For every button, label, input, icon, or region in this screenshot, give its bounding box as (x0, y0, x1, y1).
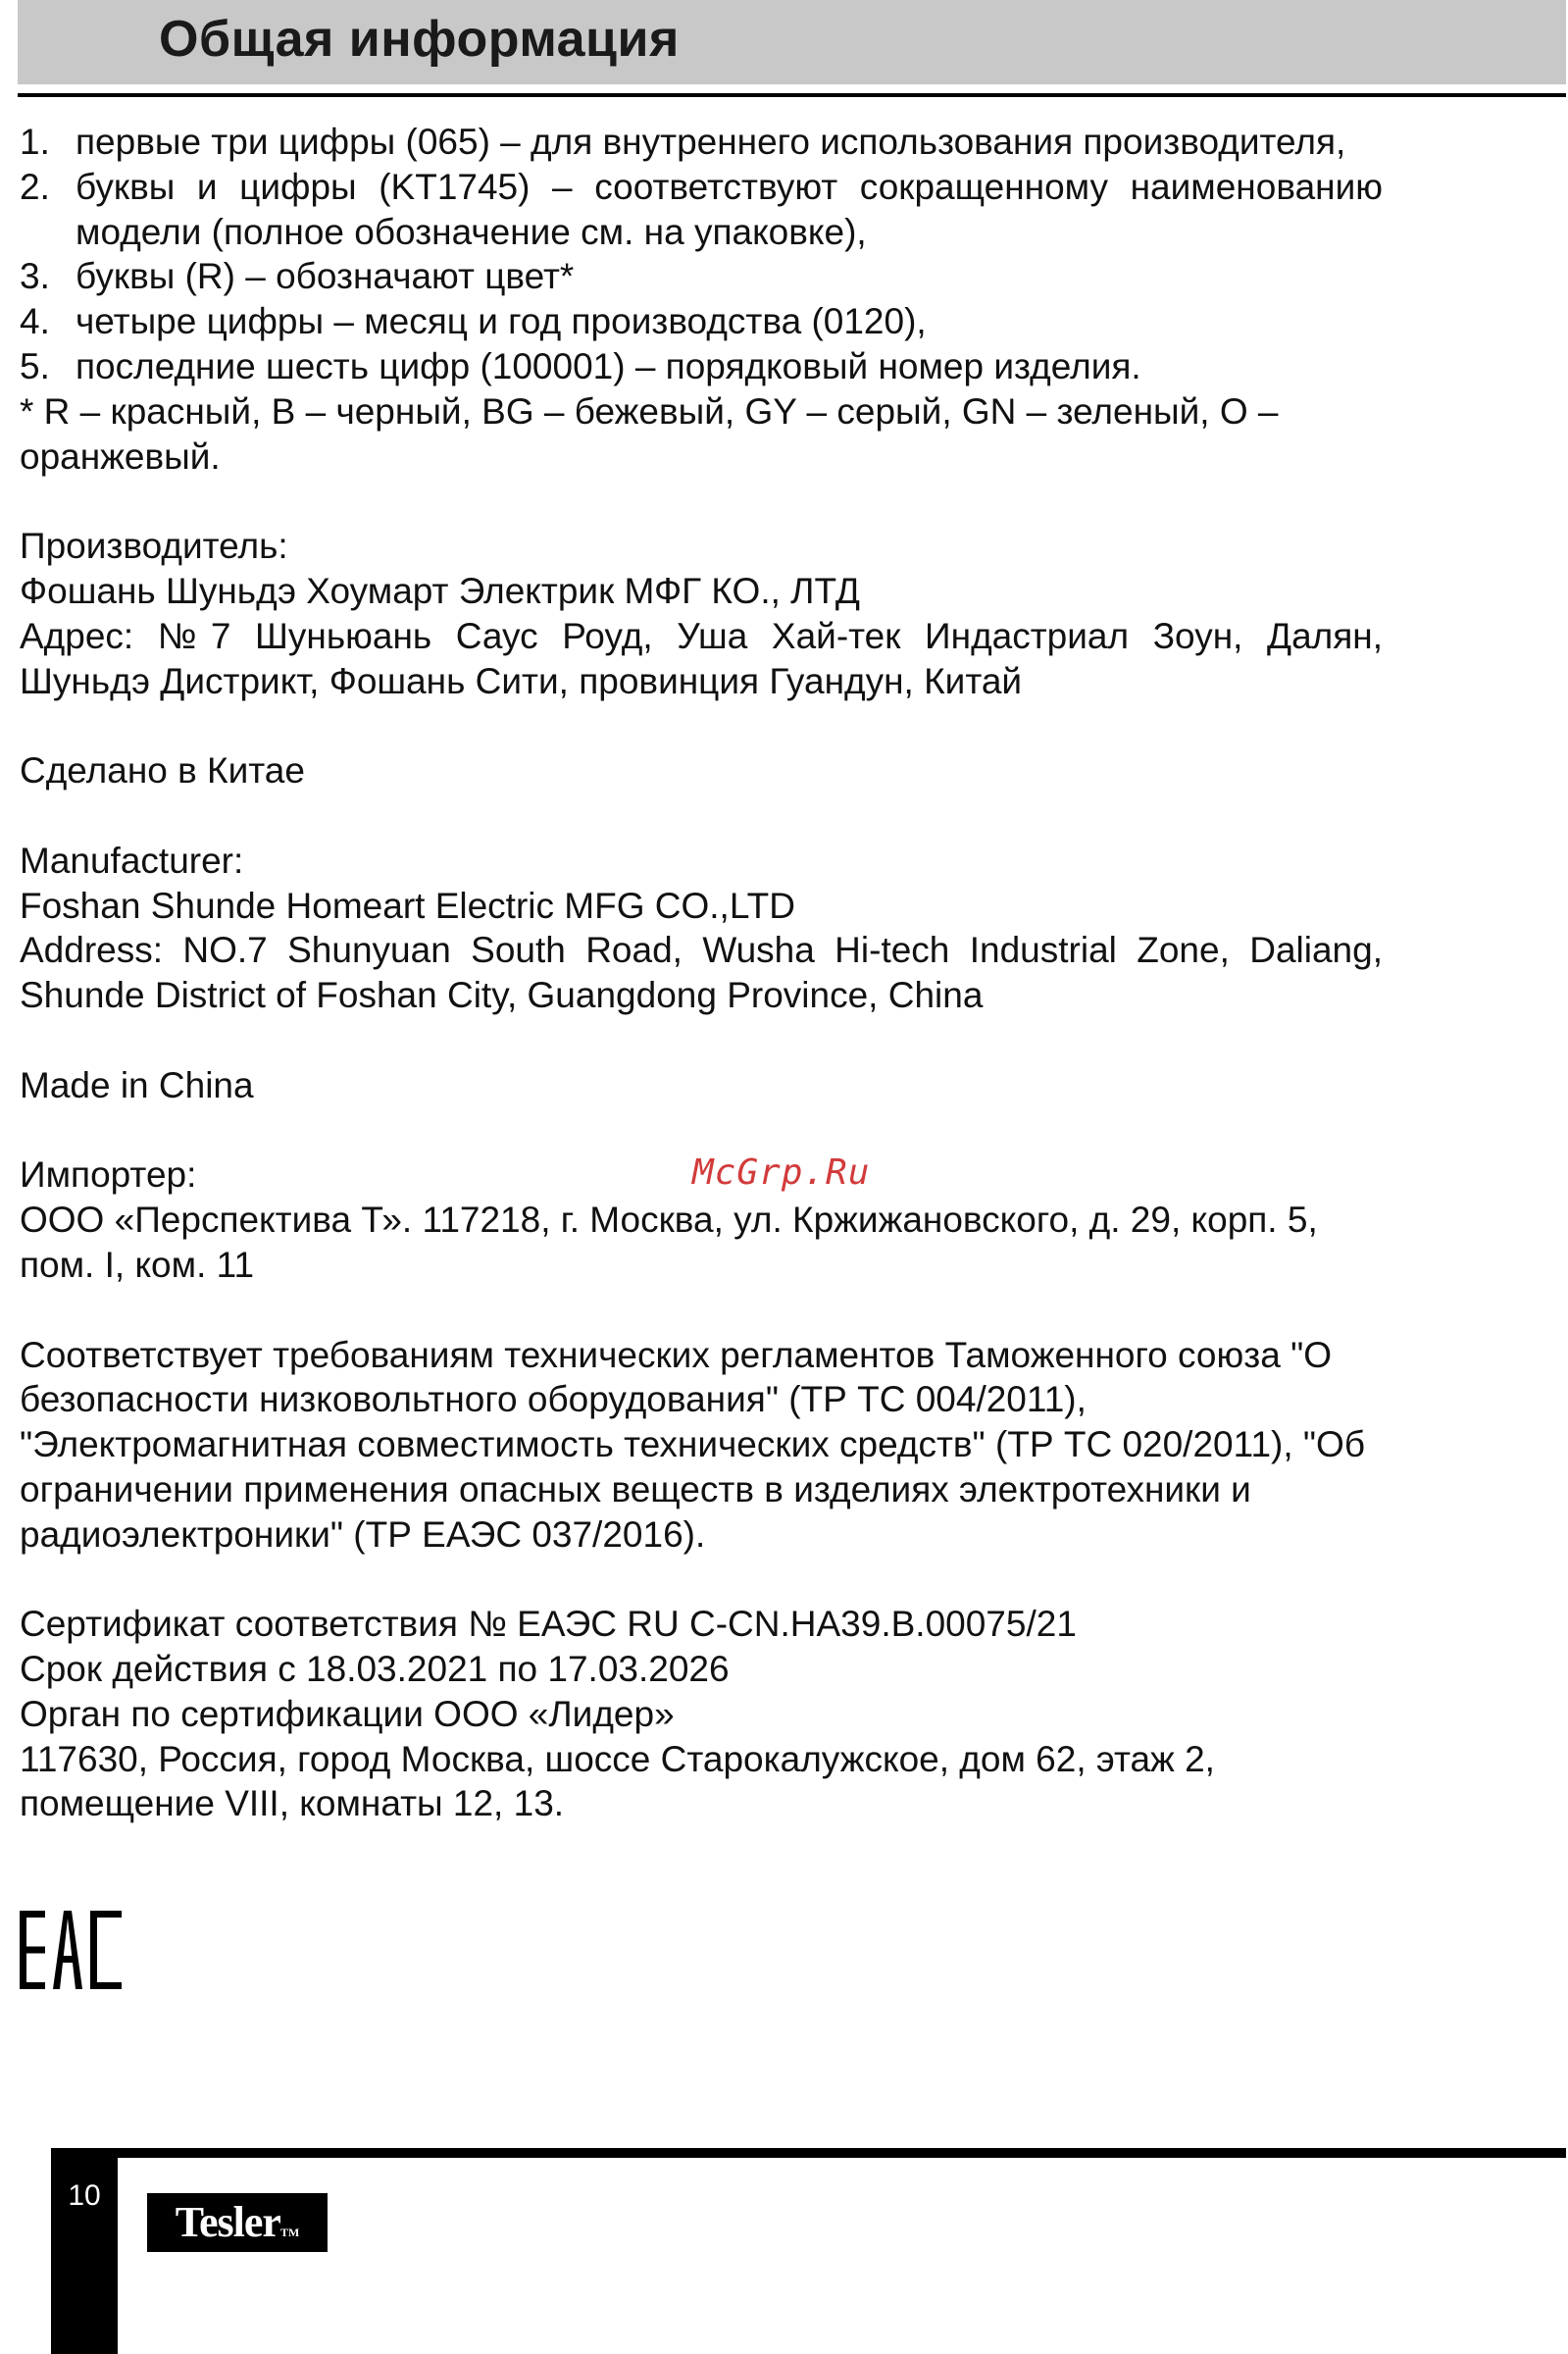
manufacturer-en-address: Address: NO.7 Shunyuan South Road, Wusha Hi-tech Industrial Zone, Daliang, Shunde District of Foshan City, Guangdong Province, China (20, 930, 1383, 1016)
main-content (20, 120, 1383, 1826)
manufacturer-en-label: Manufacturer: (20, 840, 244, 881)
header-divider (18, 93, 1566, 97)
certificate-number: Сертификат соответствия № ЕАЭС RU C-CN.НА39.В.00075/21 (20, 1604, 1077, 1645)
list-item: 1. первые три цифры (065) – для внутреннего использования производителя, (20, 122, 1346, 162)
manufacturer-ru-label: Производитель: (20, 526, 288, 567)
importer-text: ООО «Перспектива Т». 117218, г. Москва, ул. Кржижановского, д. 29, корп. 5, пом. I, ком. 11 (20, 1200, 1318, 1285)
list-item: 5. последние шесть цифр (100001) – порядковый номер изделия. (20, 345, 1141, 386)
made-in-en: Made in China (20, 1064, 254, 1105)
compliance-text: Соответствует требованиям технических регламентов Таможенного союза "О безопасности низковольтного оборудования" (ТР ТС 004/2011), "Электромагнитная совместимость технических средств" (ТР ТС 020/2011), "Об ограничении применения опасных веществ в изделиях электротехники и радиоэлектроники" (ТР ЕАЭС 037/2016). (20, 1334, 1366, 1555)
page-title: Общая информация (159, 11, 680, 68)
manufacturer-ru-address: Адрес: №7 Шуньюань Саус Роуд, Уша Хай-тек Индастриал Зоун, Далян, Шуньдэ Дистрикт, Фошань Сити, провинция Гуандун, Китай (20, 615, 1383, 701)
eac-mark-icon (20, 1911, 122, 1989)
certification-body-address: 117630, Россия, город Москва, шоссе Старокалужское, дом 62, этаж 2, помещение VIII, комнаты 12, 13. (20, 1738, 1215, 1824)
list-item: 2. буквы и цифры (KT1745) – соответствуют сокращенному наименованию модели (полное обозначение см. на упаковке), (20, 166, 1383, 252)
certification-body: Орган по сертификации ООО «Лидер» (20, 1693, 675, 1734)
certificate-validity: Срок действия с 18.03.2021 по 17.03.2026 (20, 1649, 730, 1690)
watermark: McGrp.Ru (692, 1152, 871, 1193)
code-explanation-list (20, 120, 1383, 389)
tesler-logo: TeslerTM (147, 2193, 328, 2252)
manufacturer-ru-name: Фошань Шуньдэ Хоумарт Электрик МФГ КО., ЛТД (20, 570, 860, 611)
color-note: * R – красный, B – черный, BG – бежевый, GY – серый, GN – зеленый, O – оранжевый. (20, 390, 1279, 477)
footer-rule (51, 2148, 1566, 2158)
importer-label: Импортер: (20, 1154, 197, 1196)
list-item: 4. четыре цифры – месяц и год производства (0120), (20, 301, 927, 342)
made-in-ru: Сделано в Китае (20, 750, 305, 792)
manufacturer-en-name: Foshan Shunde Homeart Electric MFG CO.,LTD (20, 885, 795, 926)
list-item: 3. буквы (R) – обозначают цвет* (20, 256, 575, 297)
page-number: 10 (68, 2179, 101, 2212)
